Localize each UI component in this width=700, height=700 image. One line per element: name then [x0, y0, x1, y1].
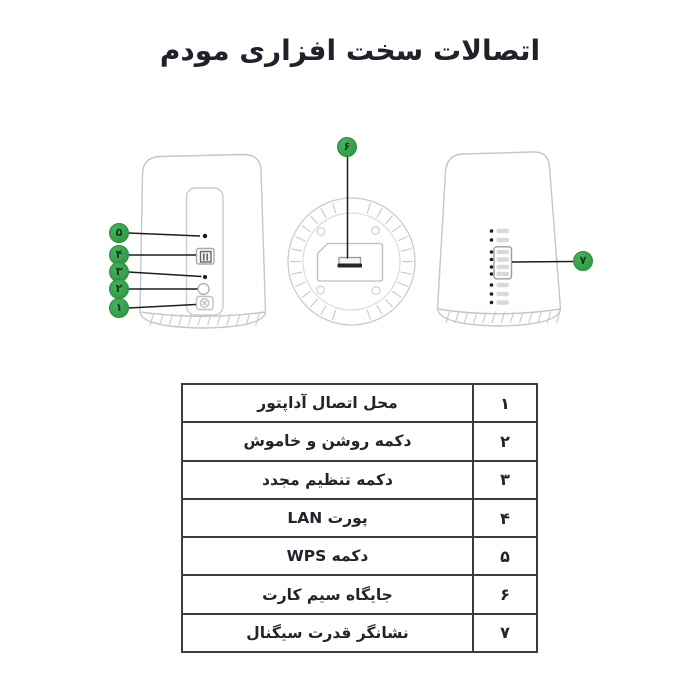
table-row [183, 615, 536, 651]
modem-base-skirt [438, 309, 561, 326]
status-led-rows [490, 229, 509, 305]
table-row [183, 500, 536, 538]
modem-body-outline [438, 152, 561, 314]
wps-button-dot [203, 234, 207, 238]
modem-back-view [129, 155, 266, 329]
part-number-cell: ۲ [472, 423, 536, 459]
modem-body-outline [140, 155, 266, 317]
part-name-cell: محل اتصال آداپتور [257, 394, 398, 413]
table-row [183, 423, 536, 461]
callout-1: ۱ [109, 298, 129, 318]
table-row [183, 576, 536, 614]
parts-table [181, 383, 538, 653]
callout-3: ۳ [109, 262, 129, 282]
base-vent-hatching [446, 312, 560, 324]
part-number-cell: ۴ [472, 500, 536, 536]
modem-base-skirt [140, 312, 266, 328]
modem-bottom-view [288, 157, 415, 326]
part-number-cell: ۱ [472, 385, 536, 421]
callout-7: ۷ [573, 251, 593, 271]
label-plate [318, 244, 383, 282]
part-number-cell: ۷ [472, 615, 536, 651]
leader-lines-back [129, 233, 202, 308]
lan-port [197, 249, 215, 265]
base-vent-hatching [150, 314, 259, 326]
power-button [198, 284, 209, 295]
signal-strength-led-box [494, 247, 512, 279]
part-name-cell: پورت LAN [287, 509, 368, 528]
table-row [183, 538, 536, 576]
part-number-cell: ۵ [472, 538, 536, 574]
screw-hole [372, 287, 380, 295]
table-row [183, 385, 536, 423]
part-name-cell: دکمه تنظیم مجدد [262, 470, 393, 489]
part-name-cell: دکمه WPS [286, 547, 369, 566]
screw-hole [317, 228, 325, 236]
callout-2: ۲ [109, 279, 129, 299]
bottom-inner-ring [303, 213, 400, 310]
callout-5: ۵ [109, 223, 129, 243]
reset-pinhole-dot [203, 275, 207, 279]
callout-6: ۶ [337, 137, 357, 157]
page-title: اتصالات سخت افزاری مودم [159, 34, 541, 67]
part-name-cell: جایگاه سیم کارت [262, 585, 393, 604]
power-jack [197, 297, 214, 310]
screw-hole [317, 286, 325, 294]
vent-ticks [290, 203, 413, 320]
modem-front-view [438, 152, 574, 326]
port-panel [187, 188, 224, 315]
leader-line-signal [512, 262, 574, 263]
callout-4: ۴ [109, 245, 129, 265]
part-name-cell: نشانگر قدرت سیگنال [246, 623, 409, 642]
part-number-cell: ۳ [472, 462, 536, 498]
screw-hole [372, 227, 380, 235]
part-number-cell: ۶ [472, 576, 536, 612]
table-row [183, 462, 536, 500]
sim-card-slot [338, 258, 363, 268]
part-name-cell: دکمه روشن و خاموش [243, 432, 412, 451]
bottom-outer-ring [288, 198, 415, 325]
